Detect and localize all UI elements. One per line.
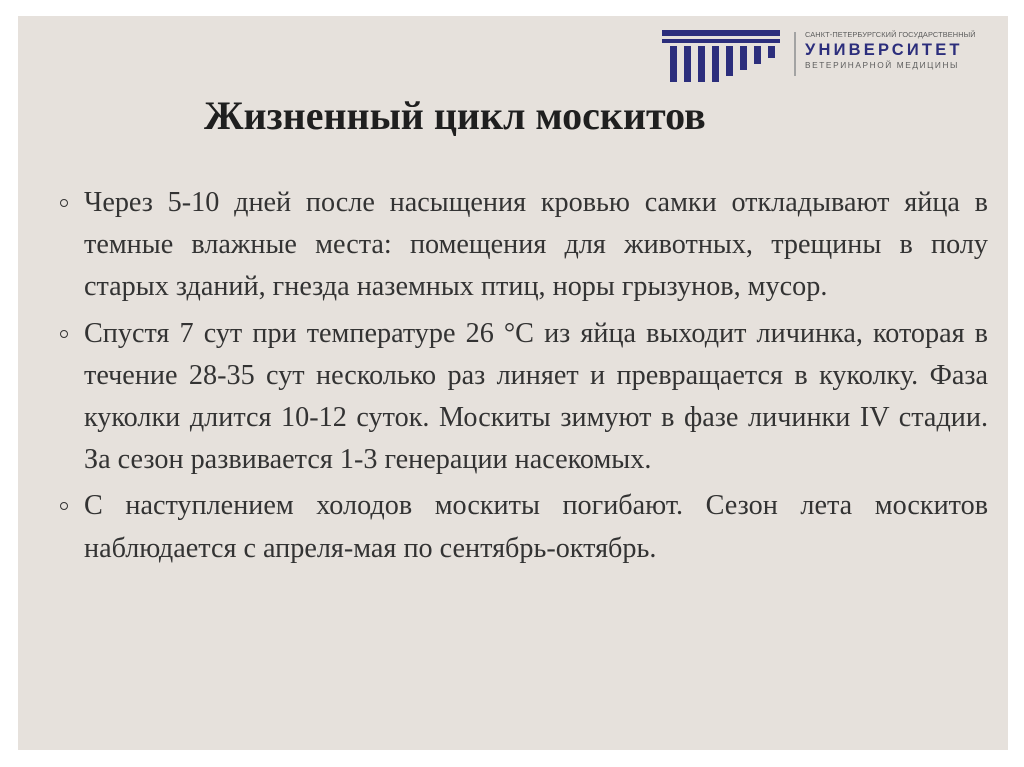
bullet-text: С наступлением холодов москиты погибают. Сезон лета москитов наблюдается с апреля-мая по сентябрь-октябрь. <box>84 490 988 564</box>
logo-line-2: УНИВЕРСИТЕТ <box>805 41 963 59</box>
slide <box>18 16 1008 750</box>
bullet-circle-icon <box>60 199 68 207</box>
slide-title: Жизненный цикл москитов <box>204 93 706 138</box>
bullet-list <box>58 182 988 574</box>
bullet-text: Через 5-10 дней после насыщения кровью самки откладывают яйца в темные влажные места: помещения для животных, трещины в полу старых зданий, гнезда наземных птиц, норы грызунов, мусор. <box>84 187 988 303</box>
bullet-text: Спустя 7 сут при температуре 26 °С из яйца выходит личинка, которая в течение 28-35 сут несколько раз линяет и превращается в куколку. Фаза куколки длится 10-12 суток. Москиты зимуют в фазе личинки IV стадии. За сезон развивается 1-3 генерации насекомых. <box>84 317 988 476</box>
bullet-circle-icon <box>60 330 68 338</box>
bullet-item <box>58 485 988 569</box>
logo-text <box>805 30 1005 71</box>
logo-line-1: САНКТ-ПЕТЕРБУРГСКИЙ ГОСУДАРСТВЕННЫЙ <box>805 30 976 39</box>
logo-line-3: ВЕТЕРИНАРНОЙ МЕДИЦИНЫ <box>805 60 960 70</box>
bullet-circle-icon <box>60 502 68 510</box>
bullet-item <box>58 182 988 309</box>
bullet-item <box>58 313 988 482</box>
university-columns-icon <box>660 28 782 84</box>
logo-divider <box>794 32 796 76</box>
university-logo <box>660 28 1008 94</box>
